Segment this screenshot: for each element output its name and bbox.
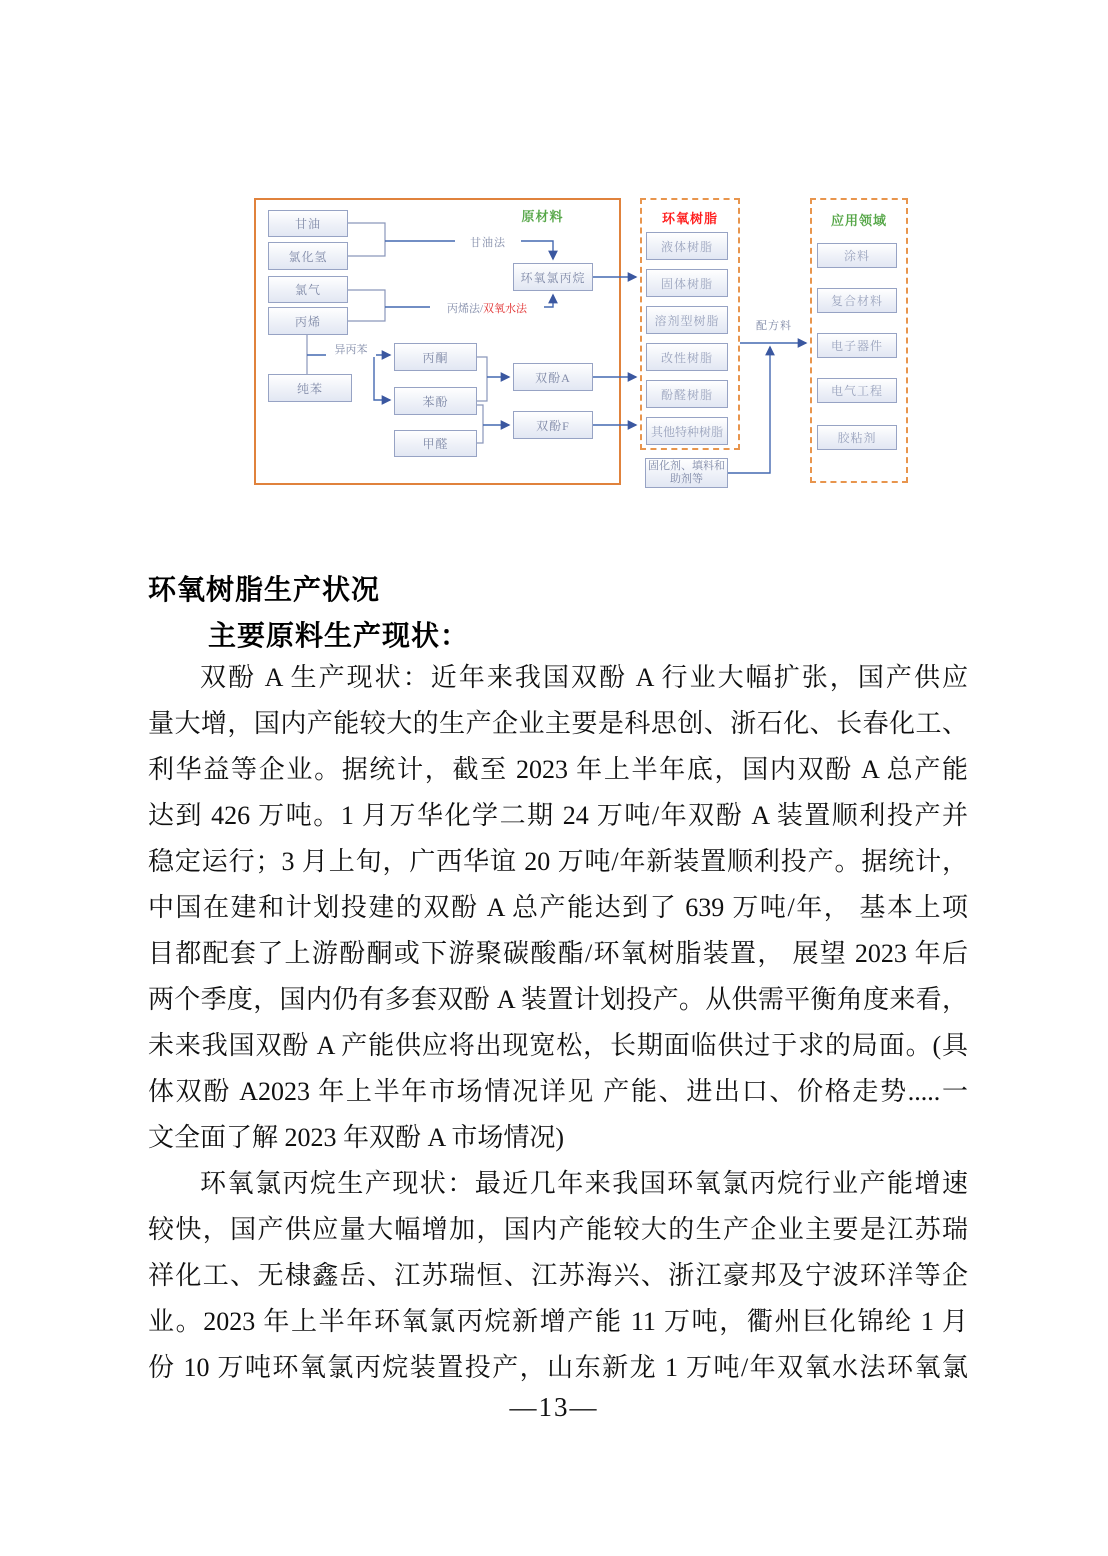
para1-line: 两个季度，国内仍有多套双酚 A 装置计划投产。从供需平衡角度来看， xyxy=(148,985,968,1014)
para1-line: 中国在建和计划投建的双酚 A 总产能达到了 639 万吨/年， 基本上项 xyxy=(148,893,968,922)
para1-line: 稳定运行；3 月上旬，广西华谊 20 万吨/年新装置顺利投产。据统计， xyxy=(148,847,968,876)
node-resin-other-special: 其他特种树脂 xyxy=(646,417,728,445)
node-chlorine: 氯气 xyxy=(268,276,348,303)
raw-materials-section-title: 原材料 xyxy=(521,209,564,224)
production-chain-diagram xyxy=(250,195,912,495)
edge-label-formulation: 配方料 xyxy=(744,317,804,333)
node-epichlorohydrin: 环氧氯丙烷 xyxy=(513,263,593,291)
edge-label-propylene-method: 丙烯法/ xyxy=(446,303,484,315)
node-acetone: 丙酮 xyxy=(394,343,477,371)
para1-line: 目都配套了上游酚酮或下游聚碳酸酯/环氧树脂装置， 展望 2023 年后 xyxy=(148,939,968,968)
body-text xyxy=(148,655,968,1391)
node-additives-line2: 助剂等 xyxy=(670,473,703,485)
node-additives xyxy=(645,458,728,488)
node-app-adhesives: 胶粘剂 xyxy=(817,425,897,450)
node-phenol: 苯酚 xyxy=(394,387,477,415)
subsection-heading: 主要原料生产现状： xyxy=(208,620,470,651)
node-app-coatings: 涂料 xyxy=(817,243,897,268)
para1-line: 利华益等企业。据统计，截至 2023 年上半年底，国内双酚 A 总产能 xyxy=(148,755,968,784)
section-heading: 环氧树脂生产状况 xyxy=(148,574,381,605)
edge-label-glycerol-method: 甘油法 xyxy=(455,234,521,250)
node-propylene: 丙烯 xyxy=(268,307,348,335)
edge-label-propylene-peroxide-method xyxy=(430,300,544,316)
applications-section-title: 应用领域 xyxy=(830,213,887,228)
node-bisphenol-f: 双酚F xyxy=(513,411,593,439)
node-resin-modified: 改性树脂 xyxy=(646,343,728,371)
page-number: —13— xyxy=(509,1392,599,1422)
node-formaldehyde: 甲醛 xyxy=(394,430,477,457)
node-resin-liquid: 液体树脂 xyxy=(646,232,728,260)
para2-line: 较快，国产供应量大幅增加，国内产能较大的生产企业主要是江苏瑞 xyxy=(148,1215,968,1244)
node-benzene: 纯苯 xyxy=(268,374,352,402)
epoxy-resin-section-title: 环氧树脂 xyxy=(661,211,718,226)
node-app-electrical: 电气工程 xyxy=(817,378,897,403)
para1-line: 双酚 A 生产现状：近年来我国双酚 A 行业大幅扩张，国产供应 xyxy=(200,663,968,692)
para1-line: 文全面了解 2023 年双酚 A 市场情况) xyxy=(148,1123,565,1152)
para1-line: 达到 426 万吨。1 月万华化学二期 24 万吨/年双酚 A 装置顺利投产并 xyxy=(148,801,968,830)
node-app-electronics: 电子器件 xyxy=(817,333,897,358)
node-additives-line1: 固化剂、填料和 xyxy=(648,460,725,472)
node-resin-solid: 固体树脂 xyxy=(646,269,728,297)
node-app-composites: 复合材料 xyxy=(817,288,897,313)
para1-line: 量大增，国内产能较大的生产企业主要是科思创、浙石化、长春化工、 xyxy=(148,709,968,738)
edge-label-peroxide-method: 双氧水法 xyxy=(483,303,528,315)
node-bisphenol-a: 双酚A xyxy=(513,363,593,391)
edge-label-cumene: 异丙苯 xyxy=(326,341,376,357)
node-hydrogen-chloride: 氯化氢 xyxy=(268,242,348,270)
para2-line: 祥化工、无棣鑫岳、江苏瑞恒、江苏海兴、浙江豪邦及宁波环洋等企 xyxy=(148,1261,968,1290)
node-glycerol: 甘油 xyxy=(268,210,348,237)
node-resin-phenolic: 酚醛树脂 xyxy=(646,380,728,408)
para2-line: 环氧氯丙烷生产现状：最近几年来我国环氧氯丙烷行业产能增速 xyxy=(200,1169,968,1198)
para1-line: 体双酚 A2023 年上半年市场情况详见 产能、进出口、价格走势.....一 xyxy=(148,1077,968,1106)
para1-line: 未来我国双酚 A 产能供应将出现宽松，长期面临供过于求的局面。(具 xyxy=(148,1031,968,1060)
para2-line: 份 10 万吨环氧氯丙烷装置投产，山东新龙 1 万吨/年双氧水法环氧氯 xyxy=(148,1353,968,1382)
para2-line: 业。2023 年上半年环氧氯丙烷新增产能 11 万吨，衢州巨化锦纶 1 月 xyxy=(148,1307,968,1336)
node-resin-solvent: 溶剂型树脂 xyxy=(646,306,728,334)
